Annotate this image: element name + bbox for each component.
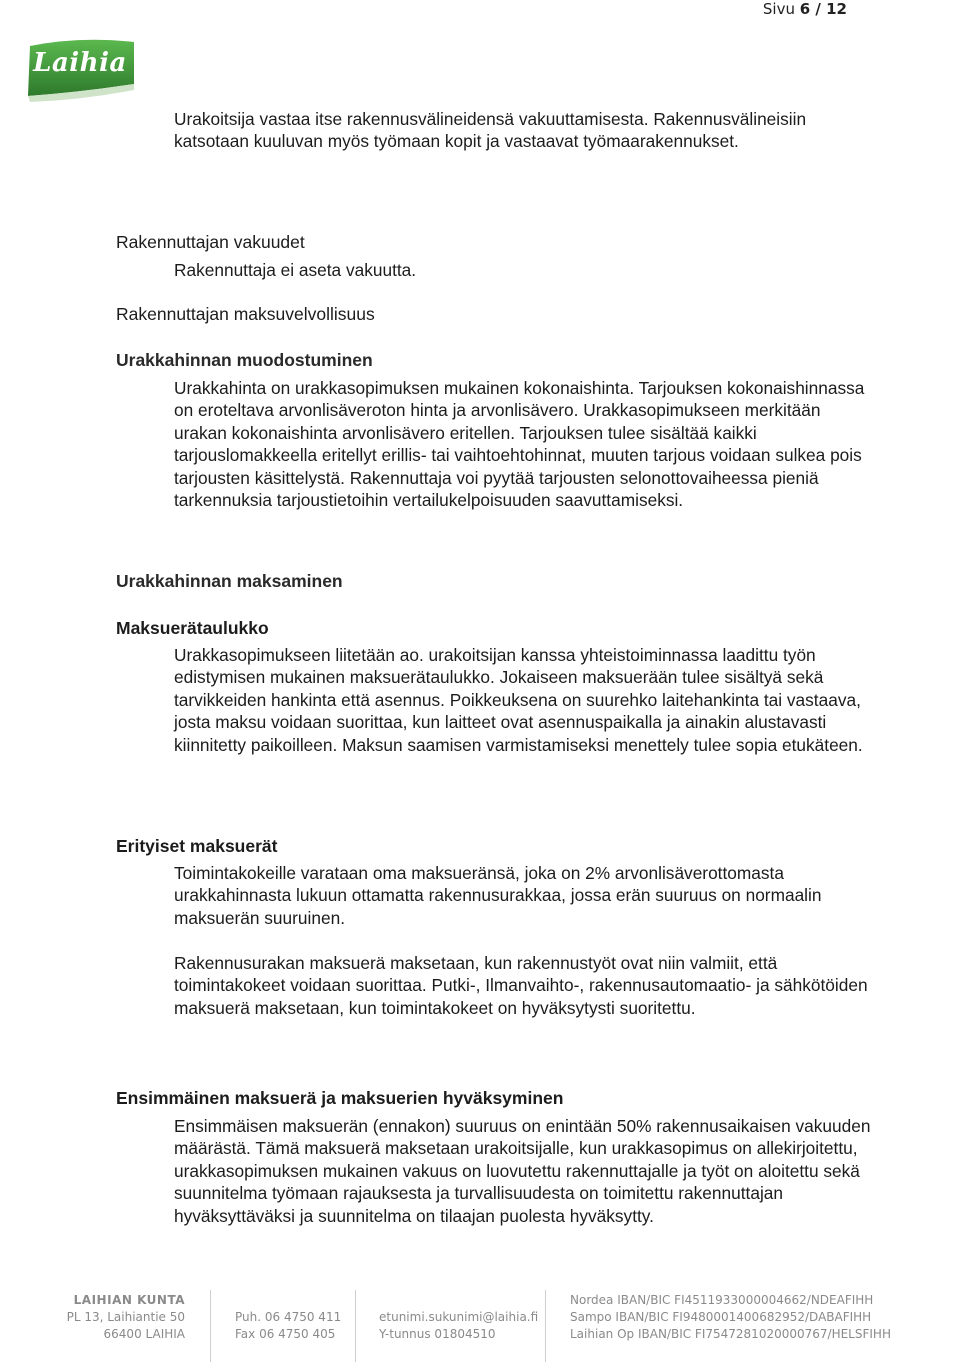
heading-muodostuminen: Urakkahinnan muodostuminen	[116, 350, 373, 370]
footer-address	[60, 1292, 185, 1343]
heading-vakuudet: Rakennuttajan vakuudet	[116, 232, 305, 252]
heading-erityiset: Erityiset maksuerät	[116, 836, 278, 856]
footer-phone	[235, 1309, 355, 1343]
footer-email: etunimi.sukunimi@laihia.fi	[379, 1310, 539, 1324]
laihia-logo	[22, 38, 138, 102]
footer-phone-number: Puh. 06 4750 411	[235, 1310, 342, 1324]
page-separator: /	[815, 0, 821, 18]
page-total: 12	[826, 0, 847, 18]
paragraph-vakuutus: Urakoitsija vastaa itse rakennusvälineidensä vakuuttamisesta. Rakennusvälineisiin katsotaan kuuluvan myös työmaan kopit ja vastaavat työmaarakennukset.	[174, 109, 807, 152]
footer-address-line1: PL 13, Laihiantie 50	[66, 1310, 185, 1324]
paragraph-erityiset-1: Toimintakokeille varataan oma maksueränsä, joka on 2% arvonlisäverottomasta urakkahinnasta lukuun ottamatta rakennusurakkaa, jossa erän suuruus on normaalin maksuerän suuruinen.	[174, 863, 822, 928]
footer-bank-2: Sampo IBAN/BIC FI9480001400682952/DABAFIHH	[570, 1310, 872, 1324]
footer-org: LAIHIAN KUNTA	[73, 1293, 185, 1307]
paragraph-maksueratalukko: Urakkasopimukseen liitetään ao. urakoitsijan kanssa yhteistoiminnassa laadittu työn edistymisen mukainen maksuerätaulukko. Jokaiseen maksuerään tulee sisältyä sekä tarvikkeiden hankinta että asennus. Poikkeuksena on suurehko laitehankinta tai vastaava, josta maksu voidaan suorittaa, kun laitteet ovat asennuspaikalla ja ainakin alustavasti kiinnitetty paikoilleen. Maksun saamisen varmistamiseksi menettely tulee sopia etukäteen.	[174, 645, 863, 755]
heading-maksueratalukko: Maksuerätaulukko	[116, 618, 269, 638]
heading-maksaminen: Urakkahinnan maksaminen	[116, 571, 343, 591]
footer-bank-1: Nordea IBAN/BIC FI4511933000004662/NDEAFIHH	[570, 1293, 874, 1307]
footer-bank-3: Laihian Op IBAN/BIC FI7547281020000767/HELSFIHH	[570, 1327, 891, 1341]
footer-divider	[210, 1290, 211, 1362]
footer-divider	[355, 1290, 356, 1362]
heading-maksuvelvollisuus: Rakennuttajan maksuvelvollisuus	[116, 304, 375, 324]
paragraph-ensimmainen: Ensimmäisen maksuerän (ennakon) suuruus on enintään 50% rakennusaikaisen vakuuden määrästä. Tämä maksuerä maksetaan urakoitsijalle, kun urakkasopimus on allekirjoitettu, urakkasopimuksen mukainen vakuus on luovutettu rakennuttajalle ja työt on aloitettu sekä suunnitelma työmaan rajauksesta ja turvallisuudesta on toimitettu rakennuttajan hyväksyttäväksi ja suunnitelma on tilaajan puolesta hyväksytty.	[174, 1116, 871, 1226]
paragraph-muodostuminen: Urakkahinta on urakkasopimuksen mukainen kokonaishinta. Tarjouksen kokonaishinnassa on eroteltava arvonlisäveroton hinta ja arvonlisävero. Urakkasopimukseen merkitään urakan kokonaishinta arvonlisävero eritellen. Tarjouksen tulee sisältää kaikki tarjouslomakkeella eritellyt erillis- tai vaihtoehtohinnat, muuten tarjous voidaan sulkea pois tarjousten käsittelystä. Rakennuttaja voi pyytää tarjousten selonottovaiheessa pieniä tarkennuksia tarjoustietoihin vertailukelpoisuuden saavuttamiseksi.	[174, 378, 865, 511]
footer-address-line2: 66400 LAIHIA	[103, 1327, 185, 1341]
page-current: 6	[799, 0, 811, 18]
heading-ensimmainen: Ensimmäinen maksuerä ja maksuerien hyväksyminen	[116, 1088, 564, 1108]
footer-contact	[379, 1309, 549, 1343]
footer	[0, 1282, 960, 1362]
footer-banks	[570, 1292, 950, 1343]
logo-text: Laihia	[33, 48, 127, 78]
page-number	[763, 0, 847, 18]
paragraph-erityiset-2: Rakennusurakan maksuerä maksetaan, kun rakennustyöt ovat niin valmiit, että toimintakokeet voidaan suorittaa. Putki-, Ilmanvaihto-, rakennusautomaatio- ja sähkötöiden maksuerä maksetaan, kun toimintakokeet on hyväksytysti suoritettu.	[174, 953, 868, 1018]
footer-fax-number: Fax 06 4750 405	[235, 1327, 336, 1341]
paragraph-vakuudet: Rakennuttaja ei aseta vakuutta.	[174, 260, 417, 280]
footer-ytunnus: Y-tunnus 01804510	[379, 1327, 496, 1341]
footer-divider	[545, 1290, 546, 1362]
page-label: Sivu	[762, 0, 795, 18]
